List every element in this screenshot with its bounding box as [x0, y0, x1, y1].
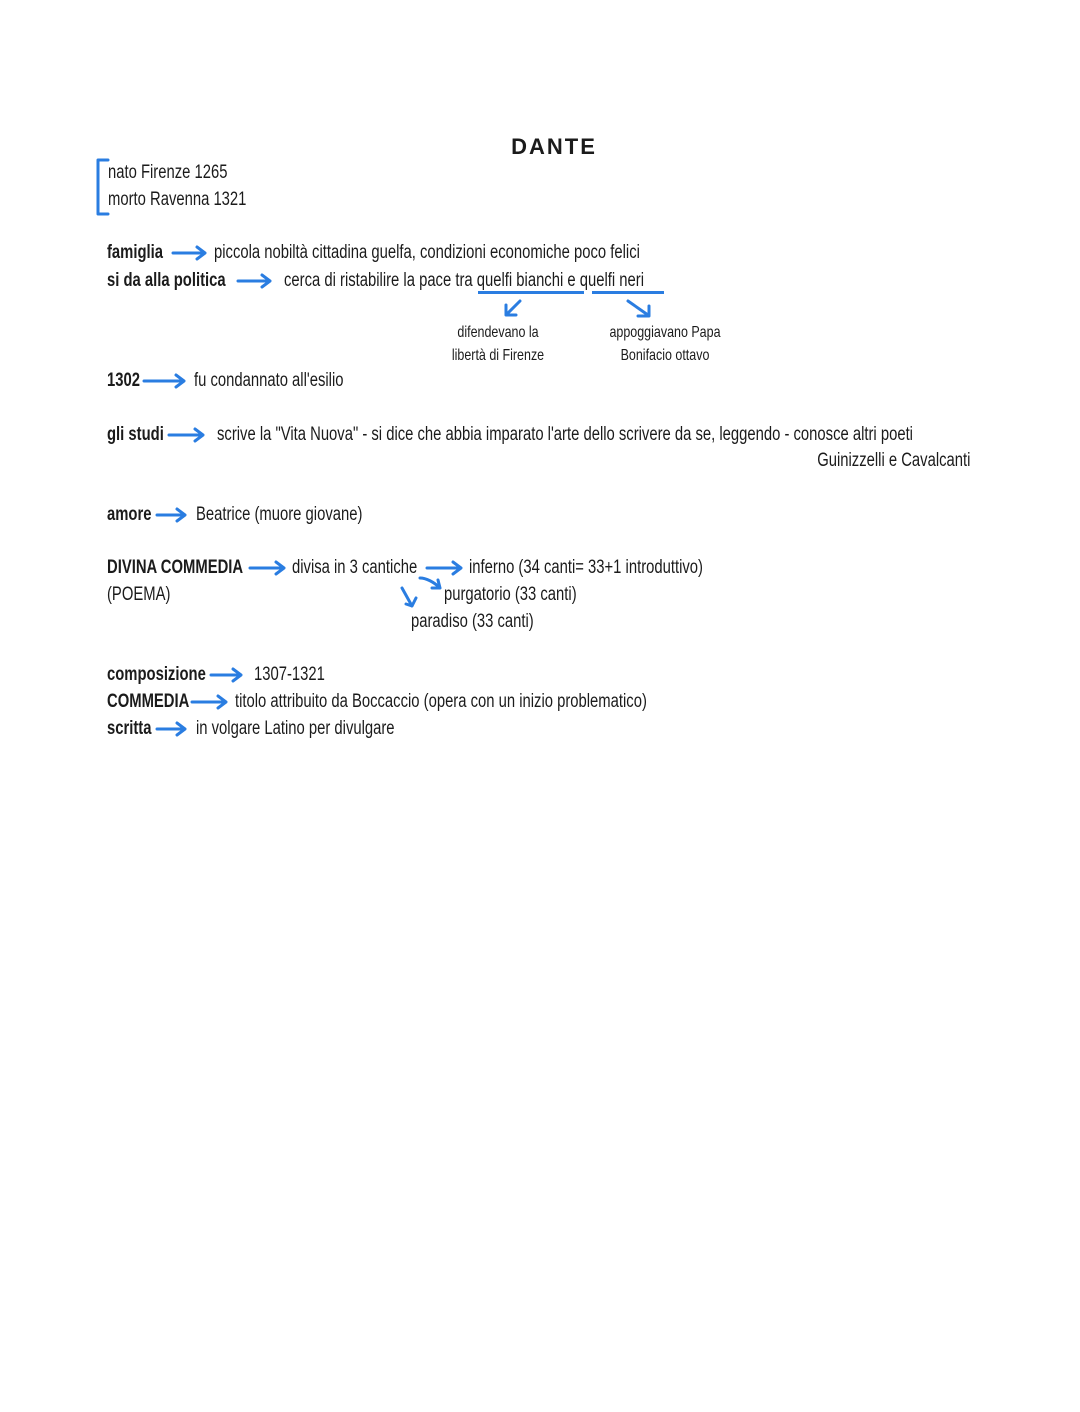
esilio-key: 1302 [107, 370, 140, 391]
bianchi-note: difendevano la [457, 324, 539, 341]
arrow-right-icon [236, 273, 274, 289]
arrow-right-icon [171, 245, 209, 261]
neri-underline [592, 291, 664, 294]
scritta-key: scritta [107, 718, 152, 739]
composizione-key: composizione [107, 664, 206, 685]
neri-note: appoggiavano Papa [609, 324, 721, 341]
politica-key: si da alla politica [107, 270, 226, 291]
arrow-down-right-icon [400, 584, 422, 610]
cantiche-text: divisa in 3 cantiche [292, 557, 418, 578]
esilio-text: fu condannato all'esilio [194, 370, 344, 391]
neri-note-2: Bonifacio ottavo [620, 347, 710, 364]
amore-text: Beatrice (muore giovane) [196, 504, 363, 525]
arrow-right-icon [167, 427, 207, 443]
studi-text: scrive la "Vita Nuova" - si dice che abbia imparato l'arte dello scrivere da se, leggendo - conosce altri poeti [217, 424, 913, 445]
bianchi-note-2: libertà di Firenze [451, 347, 545, 364]
paradiso-text: paradiso (33 canti) [411, 611, 534, 632]
scritta-text: in volgare Latino per divulgare [196, 718, 395, 739]
amore-key: amore [107, 504, 152, 525]
famiglia-text: piccola nobiltà cittadina guelfa, condizioni economiche poco felici [214, 242, 640, 263]
commedia-text: titolo attribuito da Boccaccio (opera con un inizio problematico) [235, 691, 647, 712]
studi-key: gli studi [107, 424, 164, 445]
famiglia-key: famiglia [107, 242, 164, 263]
arrow-right-icon [142, 373, 188, 389]
purgatorio-text: purgatorio (33 canti) [444, 584, 577, 605]
poema-label: (POEMA) [107, 584, 171, 605]
arrow-down-left-icon [502, 298, 524, 320]
bianchi-underline [478, 291, 584, 294]
divina-key: DIVINA COMMEDIA [107, 557, 244, 578]
composizione-text: 1307-1321 [254, 664, 325, 685]
arrow-right-icon [155, 507, 189, 523]
arrow-right-icon [155, 721, 189, 737]
arrow-right-icon [209, 667, 245, 683]
born-text: nato Firenze 1265 [108, 162, 228, 183]
studi-text-2: Guinizzelli e Cavalcanti [816, 450, 970, 471]
page-title: DANTE [511, 134, 597, 159]
arrow-right-icon [248, 560, 288, 576]
arrow-right-icon [190, 694, 230, 710]
politica-text: cerca di ristabilire la pace tra quelfi bianchi e quelfi neri [284, 270, 644, 291]
died-text: morto Ravenna 1321 [108, 189, 247, 210]
inferno-text: inferno (34 canti= 33+1 introduttivo) [469, 557, 703, 578]
commedia-key: COMMEDIA [107, 691, 190, 712]
arrow-down-right-icon [624, 298, 654, 320]
